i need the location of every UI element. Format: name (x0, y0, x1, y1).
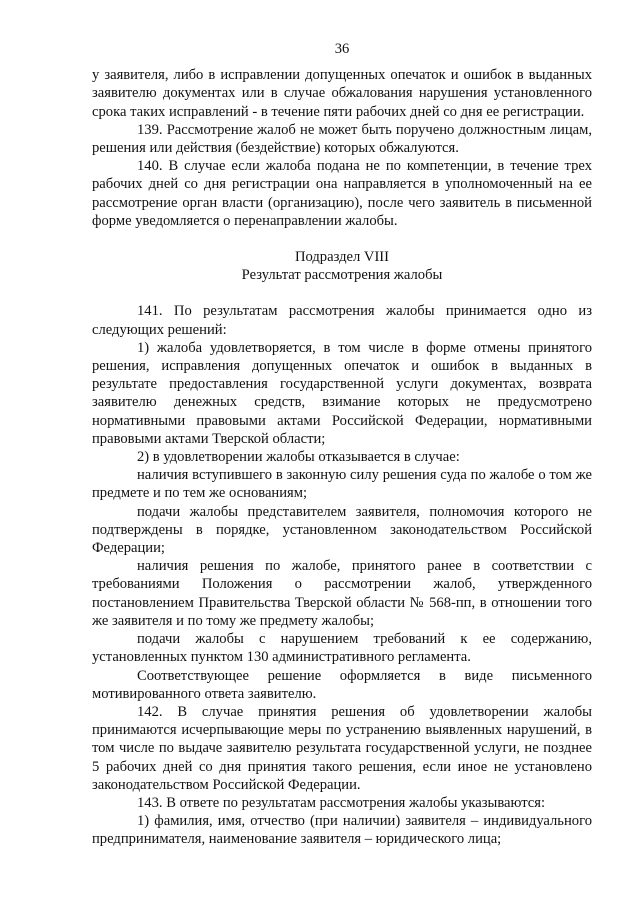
paragraph-141-item-2: 2) в удовлетворении жалобы отказывается в случае: (137, 449, 460, 466)
paragraph-141: 141. По результатам рассмотрения жалобы принимается одно из следующих решений: (92, 303, 592, 338)
decision-form-paragraph: Соответствующее решение оформляется в виде письменного мотивированного ответа заявителю. (92, 667, 592, 702)
paragraph-139: 139. Рассмотрение жалоб не может быть поручено должностным лицам, решения или действия (бездействие) которых обжалуются. (92, 121, 592, 157)
refusal-case-court-decision: наличия вступившего в законную силу решения суда по жалобе о том же предмете и по тем же основаниям; (92, 467, 592, 502)
page-number: 36 (334, 41, 350, 57)
refusal-case-prior-decision: наличия решения по жалобе, принятого ранее в соответствии с требованиями Положения о рассмотрении жалоб, утвержденного постановлением Правительства Тверской области № 568-пп, в отношении того же заявителя и по тому же предмету жалобы; (92, 558, 592, 629)
paragraph-141-item-1: 1) жалоба удовлетворяется, в том числе в форме отмены принятого решения, исправления допущенных опечаток и ошибок в выданных в результате предоставления государственной услуги документах, возврата заявителю денежных средств, взимание которых не предусмотрено нормативными правовыми актами Российской Федерации, нормативными правовыми актами Тверской области; (92, 339, 592, 447)
refusal-case-representative: подачи жалобы представителем заявителя, полномочия которого не подтверждены в порядке, установленном законодательством Российской Федерации; (92, 503, 592, 557)
paragraph-143: 143. В ответе по результатам рассмотрения жалобы указываются: (137, 794, 546, 811)
paragraph-143-item-1: 1) фамилия, имя, отчество (при наличии) заявителя – индивидуального предпринимателя, наименование заявителя – юридического лица; (92, 813, 592, 848)
refusal-case-content-violation: подачи жалобы с нарушением требований к ее содержанию, установленных пунктом 130 административного регламента. (92, 631, 592, 666)
subsection-label: Подраздел VIII (294, 249, 390, 266)
paragraph-142: 142. В случае принятия решения об удовлетворении жалобы принимаются исчерпывающие меры по устранению выявленных нарушений, в том числе по выдаче заявителю результата государственной услуги, не позднее 5 рабочих дней со дня принятия такого решения, если иное не установлено законодательством Российской Федерации. (92, 703, 592, 793)
document-page (92, 40, 592, 849)
paragraph-continuation: у заявителя, либо в исправлении допущенных опечаток и ошибок в выданных заявителю документах или в случае обжалования нарушения установленного срока таких исправлений - в течение пяти рабочих дней со дня ее регистрации. (92, 67, 592, 120)
paragraph-140: 140. В случае если жалоба подана не по компетенции, в течение трех рабочих дней со дня регистрации она направляется в уполномоченный на ее рассмотрение орган власти (организацию), после чего заявитель в письменной форме уведомляется о перенаправлении жалобы. (92, 158, 592, 229)
subsection-title: Результат рассмотрения жалобы (241, 267, 443, 284)
